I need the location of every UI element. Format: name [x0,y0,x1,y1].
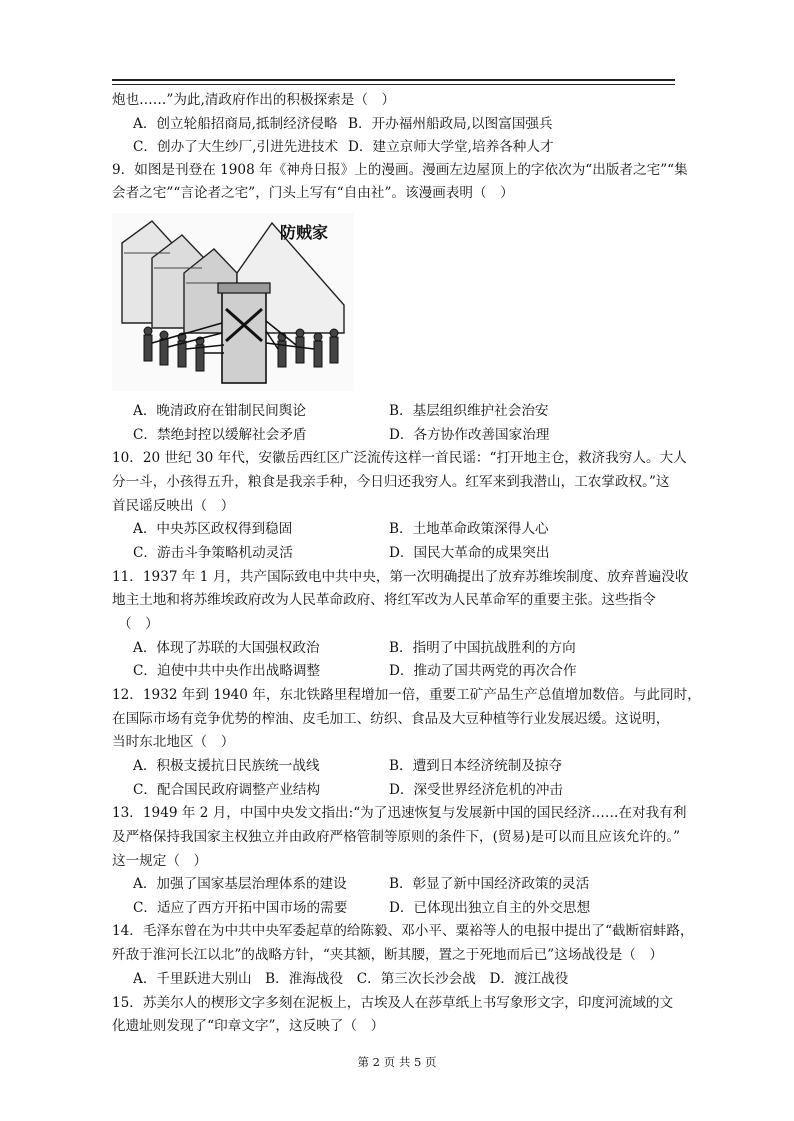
q13-stem-line2: 及严格保持我国家主权独立并由政府严格管制等原则的条件下，(贸易)是可以而且应该允许的。” [112,829,681,845]
q8-option-b: B．开办福州船政局,以图富国强兵 [348,116,553,132]
q11-option-a: A．体现了苏联的大国强权政治 [133,640,320,656]
q11-stem-line1: 11．1937 年 1 月，共产国际致电中共中央，第一次明确提出了放弃苏维埃制度、放弃普遍没收 [112,569,689,585]
q10-stem-line1: 10．20 世纪 30 年代，安徽岳西红区广泛流传这样一首民谣：“打开地主仓，救济我穷人。大人 [112,450,687,466]
q9-cartoon-label: 防贼家 [280,223,329,242]
q9-stem-line1: 9．如图是刊登在 1908 年《神舟日报》上的漫画。漫画左边屋顶上的字依次为“出版者之宅”“集 [112,162,688,178]
q14-options: A．千里跃进大别山 B．淮海战役 C．第三次长沙会战 D．渡江战役 [133,971,569,987]
q10-stem-line2: 分一斗，小孩得五升，粮食是我亲手种，今日归还我穷人。红军来到我潜山，工农掌政权。”这 [112,474,670,490]
q15-stem-line2: 化遗址则发现了“印章文字”，这反映了（ ） [112,1018,385,1034]
q12-stem-line1: 12．1932 年到 1940 年，东北铁路里程增加一倍，重要工矿产品生产总值增加数倍。与此同时， [112,687,701,703]
q9-stem-line2: 会者之宅”“言论者之宅”，门头上写有“自由社”。该漫画表明（ ） [112,185,514,201]
q8-stem-tail: 炮也……”为此,清政府作出的积极探索是（ ） [112,92,396,108]
q14-stem-line1: 14．毛泽东曾在为中共中央军委起草的给陈毅、邓小平、粟裕等人的电报中提出了“截断宿蚌路， [112,923,694,939]
q13-stem-line3: 这一规定（ ） [112,853,208,869]
q9-cartoon-image [112,213,354,391]
q13-stem-line1: 13．1949 年 2 月，中国中央发文指出:“为了迅速恢复与发展新中国的国民经济……在对我有利 [112,805,687,821]
q13-option-a: A．加强了国家基层治理体系的建设 [133,876,347,892]
header-rule-top [112,79,675,81]
q13-option-b: B．彰显了新中国经济政策的灵活 [389,876,590,892]
q11-option-b: B．指明了中国抗战胜利的方向 [389,640,576,656]
q13-option-d: D．已体现出独立自主的外交思想 [389,900,591,916]
q9-option-b: B．基层组织维护社会治安 [389,403,549,419]
q11-stem-line3: （ ） [118,616,159,632]
q12-option-a: A．积极支援抗日民族统一战线 [133,758,320,774]
q8-option-c: C．创办了大生纱厂,引进先进技术 [133,139,339,155]
q10-option-d: D．国民大革命的成果突出 [389,545,550,561]
q12-stem-line3: 当时东北地区（ ） [112,734,235,750]
q12-option-c: C．配合国民政府调整产业结构 [133,782,321,798]
q11-option-d: D．推动了国共两党的再次合作 [389,663,577,679]
q9-option-d: D．各方协作改善国家治理 [389,427,550,443]
q9-option-c: C．禁绝封控以缓解社会矛盾 [133,427,307,443]
q11-stem-line2: 地主土地和将苏维埃政府改为人民革命政府、将红军改为人民革命军的重要主张。这些指令 [112,592,656,608]
q13-option-c: C．适应了西方开拓中国市场的需要 [133,900,348,916]
q10-stem-line3: 首民谣反映出（ ） [112,498,235,514]
q10-option-b: B．土地革命政策深得人心 [389,521,549,537]
q10-option-c: C．游击斗争策略机动灵活 [133,545,293,561]
q14-stem-line2: 歼敌于淮河长江以北”的战略方针，“夹其额，断其腰，置之于死地而后已”这场战役是（ ） [112,947,664,963]
q12-option-b: B．遭到日本经济统制及掠夺 [389,758,563,774]
q9-option-a: A．晚清政府在钳制民间舆论 [133,403,306,419]
q11-option-c: C．迫使中共中央作出战略调整 [133,663,321,679]
q10-option-a: A．中央苏区政权得到稳固 [133,521,293,537]
header-rule-bottom [112,84,675,85]
q15-stem-line1: 15．苏美尔人的楔形文字多刻在泥板上，古埃及人在莎草纸上书写象形文字，印度河流域的文 [112,995,674,1011]
q12-stem-line2: 在国际市场有竞争优势的榨油、皮毛加工、纺织、食品及大豆种植等行业发展迟缓。这说明， [112,711,670,727]
page-footer: 第 2 页 共 5 页 [357,1055,437,1069]
q12-option-d: D．深受世界经济危机的冲击 [389,782,564,798]
q8-option-a: A．创立轮船招商局,抵制经济侵略 [133,116,338,132]
q8-option-d: D．建立京师大学堂,培养各种人才 [348,139,554,155]
